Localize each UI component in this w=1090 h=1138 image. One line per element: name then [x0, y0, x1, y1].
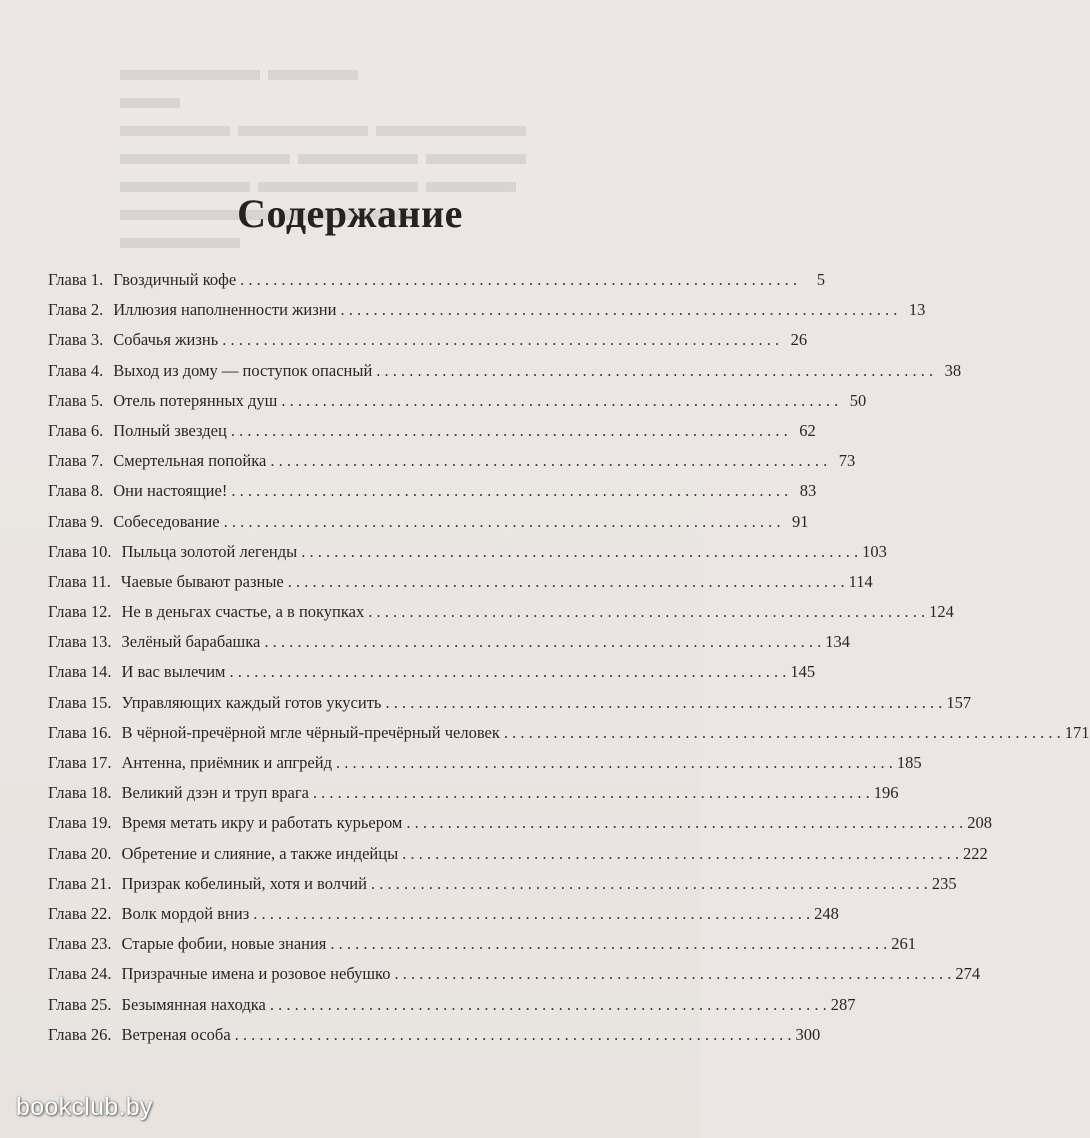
toc-entry — [48, 959, 981, 989]
chapter-title: Безымянная находка — [121, 994, 266, 1014]
chapter-title: Отель потерянных душ — [113, 390, 278, 410]
chapter-title: Управляющих каждый готов укусить — [121, 692, 382, 712]
page-number: 287 — [830, 994, 856, 1014]
dot-leader — [231, 416, 788, 446]
page-number: 208 — [967, 813, 992, 833]
chapter-title: Собеседование — [113, 511, 220, 531]
dot-leader — [313, 778, 870, 808]
dot-leader — [270, 990, 827, 1020]
dot-leader — [406, 808, 963, 838]
toc-entry — [48, 325, 808, 355]
page-number: 274 — [955, 964, 981, 984]
toc-entry — [48, 507, 809, 537]
chapter-number: Глава 8. — [48, 481, 104, 501]
dot-leader — [253, 899, 810, 929]
page-number: 62 — [799, 420, 816, 440]
watermark-text: bookclub.by — [16, 1093, 153, 1121]
chapter-number: Глава 24. — [48, 964, 112, 984]
dot-leader — [504, 718, 1061, 748]
page-number: 185 — [896, 753, 922, 772]
toc-entry — [48, 386, 867, 416]
chapter-title: Смертельная попойка — [113, 451, 267, 471]
chapter-title: Иллюзия наполненности жизни — [113, 300, 337, 320]
chapter-number: Глава 10. — [48, 541, 112, 561]
toc-entry — [48, 627, 850, 657]
chapter-number: Глава 15. — [48, 692, 112, 712]
dot-leader — [385, 688, 942, 718]
chapter-number: Глава 17. — [48, 753, 112, 772]
dot-leader — [395, 959, 952, 989]
page-number: 13 — [908, 300, 926, 320]
toc-entry — [48, 929, 917, 959]
dot-leader — [340, 295, 897, 325]
chapter-number: Глава 2. — [48, 300, 104, 320]
chapter-number: Глава 9. — [48, 511, 104, 531]
toc-entry — [48, 657, 816, 687]
chapter-title: И вас вылечим — [121, 662, 226, 682]
chapter-title: Обретение и слияние, а также индейцы — [121, 843, 399, 863]
chapter-number: Глава 20. — [48, 843, 112, 863]
table-of-contents — [48, 265, 1090, 1050]
dot-leader — [240, 265, 797, 295]
toc-entry — [48, 899, 839, 929]
page-number: 91 — [791, 511, 809, 531]
page-number: 222 — [963, 843, 988, 863]
chapter-number: Глава 23. — [48, 934, 112, 954]
chapter-title: Полный звездец — [113, 420, 227, 440]
chapter-number: Глава 4. — [48, 360, 104, 380]
toc-entry — [48, 1020, 821, 1050]
toc-entry — [48, 869, 957, 899]
page-number: 38 — [944, 360, 962, 380]
dot-leader — [336, 748, 893, 778]
chapter-number: Глава 12. — [48, 602, 112, 622]
toc-entry — [48, 356, 962, 386]
dot-leader — [230, 657, 787, 687]
toc-entry — [48, 567, 873, 597]
chapter-title: Не в деньгах счастье, а в покупках — [121, 602, 365, 622]
chapter-number: Глава 6. — [48, 420, 104, 440]
toc-entry — [48, 597, 954, 627]
chapter-number: Глава 26. — [48, 1024, 112, 1044]
dot-leader — [376, 356, 933, 386]
dot-leader — [402, 839, 959, 869]
page-number: 26 — [790, 330, 808, 350]
page-number: 134 — [825, 632, 850, 652]
chapter-title: Старые фобии, новые знания — [121, 934, 327, 954]
page-number: 73 — [838, 451, 856, 471]
page-number: 114 — [848, 571, 873, 591]
dot-leader — [270, 446, 827, 476]
toc-entry — [48, 778, 899, 808]
dot-leader — [371, 869, 928, 899]
chapter-title: Пыльца золотой легенды — [121, 541, 298, 561]
dot-leader — [222, 325, 779, 355]
page-number: 145 — [790, 662, 816, 682]
toc-entry — [48, 446, 856, 476]
chapter-title: Призрачные имена и розовое небушко — [121, 964, 391, 984]
chapter-title: Собачья жизнь — [113, 330, 219, 350]
page-number: 103 — [862, 541, 887, 561]
chapter-number: Глава 13. — [48, 632, 112, 652]
toc-entry — [48, 537, 887, 567]
dot-leader — [288, 567, 845, 597]
dot-leader — [235, 1020, 792, 1050]
page-number: 50 — [849, 390, 867, 410]
toc-entry — [48, 718, 1090, 748]
chapter-number: Глава 19. — [48, 813, 112, 833]
chapter-title: Волк мордой вниз — [121, 903, 250, 923]
dot-leader — [330, 929, 887, 959]
chapter-title: Гвоздичный кофе — [113, 270, 237, 289]
toc-entry — [48, 476, 817, 506]
chapter-title: Выход из дому — поступок опасный — [113, 360, 373, 380]
chapter-number: Глава 16. — [48, 722, 112, 742]
toc-entry — [48, 265, 826, 295]
dot-leader — [231, 476, 788, 506]
toc-entry — [48, 839, 988, 869]
page-number: 157 — [946, 692, 972, 712]
dot-leader — [368, 597, 925, 627]
page-number: 83 — [799, 481, 817, 501]
page-number: 171 — [1064, 722, 1090, 742]
chapter-title: Время метать икру и работать курьером — [121, 813, 403, 833]
dot-leader — [224, 507, 781, 537]
chapter-number: Глава 25. — [48, 994, 112, 1014]
toc-entry — [48, 295, 926, 325]
toc-entry — [48, 688, 972, 718]
chapter-number: Глава 1. — [48, 270, 104, 289]
toc-entry — [48, 990, 856, 1020]
page-number: 5 — [816, 270, 826, 289]
page-title: Содержание — [237, 191, 463, 236]
chapter-title: Зелёный барабашка — [121, 632, 261, 652]
chapter-title: Ветреная особа — [121, 1024, 231, 1044]
chapter-number: Глава 14. — [48, 662, 112, 682]
page-number: 261 — [891, 934, 917, 954]
chapter-number: Глава 18. — [48, 783, 112, 803]
chapter-title: Великий дзэн и труп врага — [121, 783, 309, 803]
chapter-number: Глава 21. — [48, 873, 112, 893]
page-number: 235 — [931, 873, 957, 893]
chapter-number: Глава 22. — [48, 903, 112, 923]
dot-leader — [281, 386, 838, 416]
chapter-number: Глава 3. — [48, 330, 104, 350]
chapter-title: В чёрной-пречёрной мгле чёрный-пречёрный человек — [121, 722, 500, 742]
chapter-number: Глава 11. — [48, 571, 111, 591]
page-number: 124 — [929, 602, 954, 622]
chapter-title: Чаевые бывают разные — [120, 571, 284, 591]
toc-entry — [48, 808, 992, 838]
toc-entry — [48, 416, 816, 446]
chapter-title: Призрак кобелиный, хотя и волчий — [121, 873, 367, 893]
toc-entry — [48, 748, 922, 778]
page-number: 196 — [873, 783, 899, 803]
page-number: 248 — [814, 903, 839, 923]
dot-leader — [301, 537, 858, 567]
chapter-number: Глава 7. — [48, 451, 104, 471]
chapter-title: Антенна, приёмник и апгрейд — [121, 753, 332, 772]
chapter-number: Глава 5. — [48, 390, 104, 410]
dot-leader — [264, 627, 821, 657]
page-number: 300 — [795, 1024, 821, 1044]
chapter-title: Они настоящие! — [113, 481, 228, 501]
